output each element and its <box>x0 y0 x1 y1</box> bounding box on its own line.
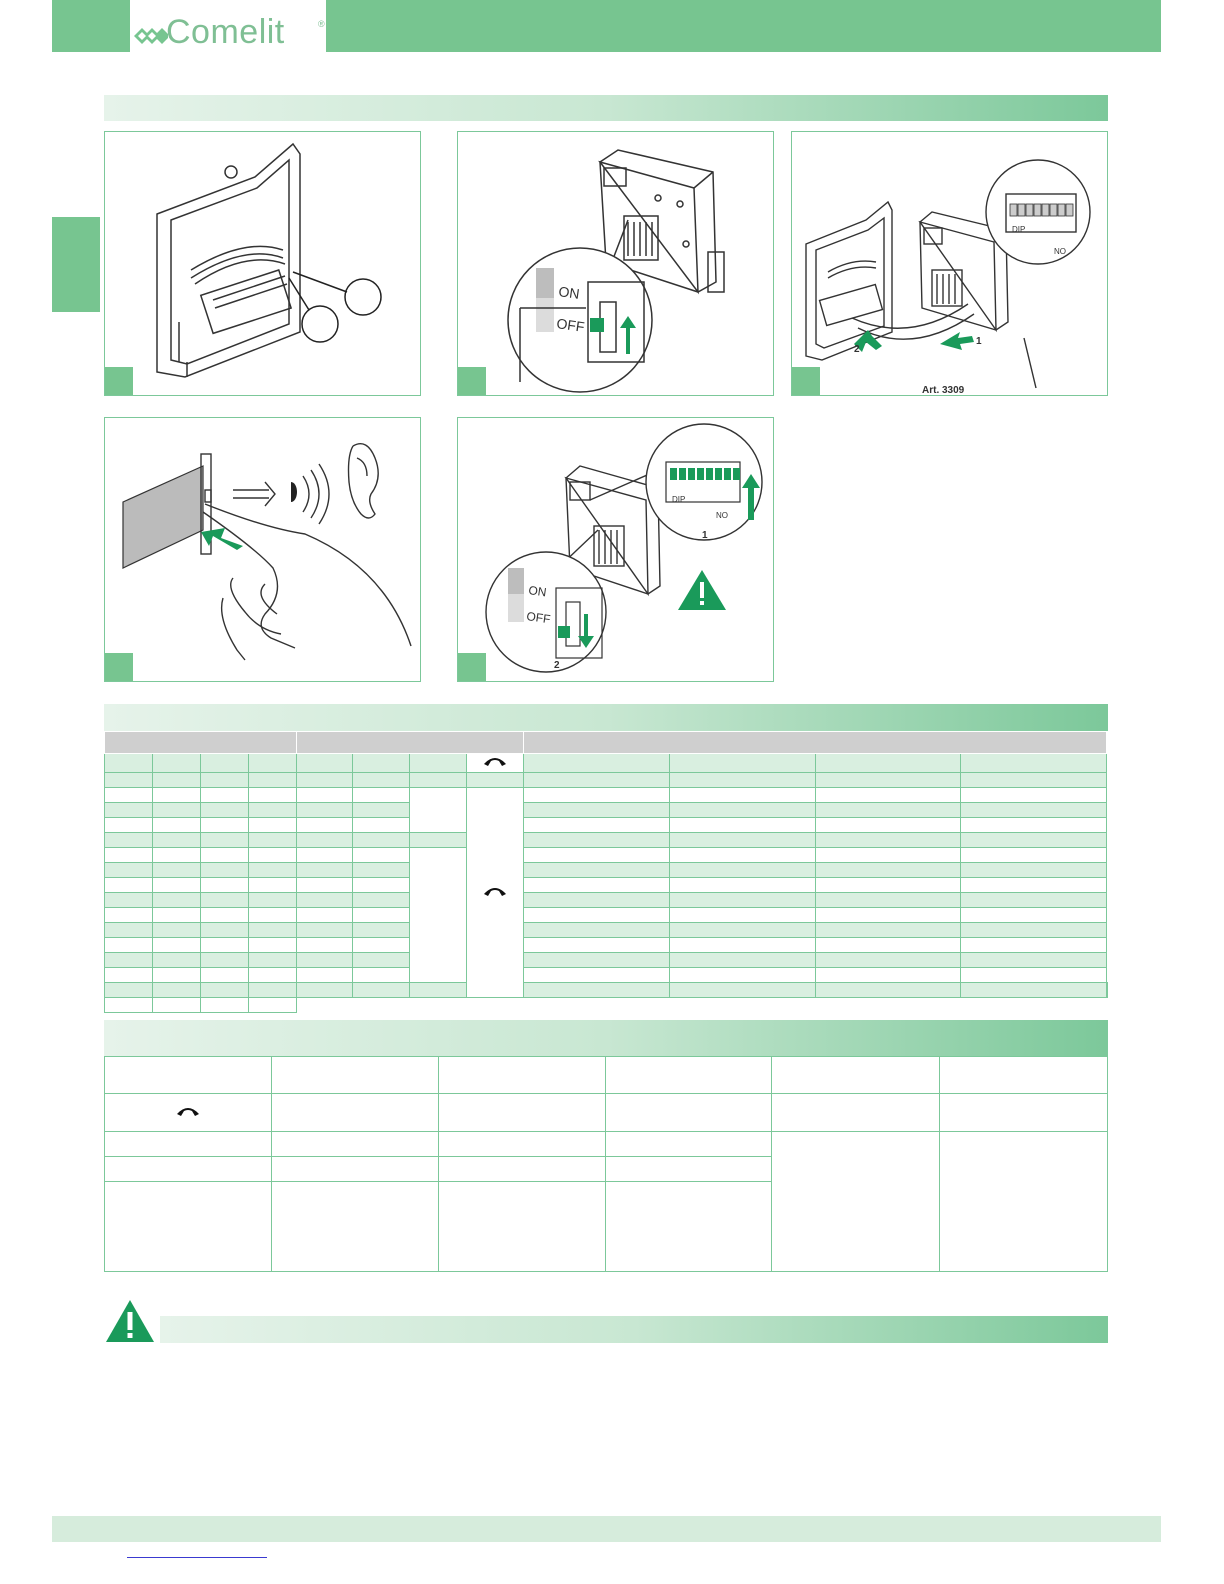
figure-panel-5 <box>457 417 774 682</box>
section-heading-band-1 <box>104 95 1108 121</box>
figure-number-badge-5 <box>458 653 486 681</box>
table-row <box>105 788 1108 803</box>
table-row <box>105 848 1108 863</box>
table-header-row <box>105 732 1108 754</box>
table-row <box>105 938 1108 953</box>
header-cell-group-2 <box>296 732 524 754</box>
table-row <box>105 833 1108 848</box>
figure-panel-2 <box>457 131 774 396</box>
figure-number-badge-2 <box>458 367 486 395</box>
dip-label-fig3: DIP <box>1012 225 1026 234</box>
module-switch-illustration <box>458 132 774 396</box>
handset-cell <box>105 1094 272 1132</box>
table-row <box>105 803 1108 818</box>
footer-bar <box>52 1516 1161 1542</box>
footer-link-underline[interactable] <box>127 1557 267 1558</box>
side-section-tab <box>52 217 100 312</box>
press-button-listen-illustration <box>105 418 421 682</box>
figure-panel-3 <box>791 131 1108 396</box>
callout-2-fig5: 2 <box>554 660 560 671</box>
callout-2-fig3: 2 <box>854 344 860 355</box>
figure-panel-1 <box>104 131 421 396</box>
handset-icon <box>482 755 508 767</box>
table-row <box>105 968 1108 983</box>
ribbon-cable-connection-illustration <box>792 132 1108 396</box>
table-row <box>105 923 1108 938</box>
warning-triangle-icon <box>104 1298 156 1344</box>
mounting-bracket-illustration <box>105 132 421 396</box>
table-row <box>105 998 1108 1013</box>
table-row <box>105 953 1108 968</box>
switch-on-label-fig5: ON <box>527 583 548 600</box>
section-heading-band-2 <box>104 704 1108 731</box>
handset-cell <box>467 754 524 773</box>
switch-on-label: ON <box>557 283 581 302</box>
table-row <box>105 754 1108 773</box>
dip-label-fig5: DIP <box>672 495 686 504</box>
section-heading-band-3 <box>104 1020 1108 1056</box>
callout-1-fig5: 1 <box>702 530 708 541</box>
handset-icon <box>482 885 508 897</box>
dip-switch-setting-illustration <box>458 418 774 682</box>
table-row <box>105 863 1108 878</box>
figure-panel-4 <box>104 417 421 682</box>
brand-wordmark: Comelit <box>166 13 285 51</box>
table-row <box>105 1132 1108 1157</box>
warning-heading-band <box>160 1316 1108 1343</box>
header-cell-group-3 <box>524 732 1107 754</box>
handset-icon <box>175 1105 201 1117</box>
no-label-fig5: NO <box>716 511 728 520</box>
configuration-table <box>104 731 1108 1013</box>
figure-number-badge-3 <box>792 367 820 395</box>
header-cell-group-1 <box>105 732 297 754</box>
callout-1-fig3: 1 <box>976 336 982 347</box>
table-row <box>105 773 1108 788</box>
registered-mark: ® <box>318 19 325 29</box>
figure-number-badge-4 <box>105 653 133 681</box>
table-row <box>105 818 1108 833</box>
table-row <box>105 878 1108 893</box>
no-label-fig3: NO <box>1054 247 1066 256</box>
figure-number-badge-1 <box>105 367 133 395</box>
table-row <box>105 893 1108 908</box>
table-row <box>105 1057 1108 1094</box>
table-row <box>105 983 1108 998</box>
table-row <box>105 908 1108 923</box>
table-row <box>105 1094 1108 1132</box>
switch-off-label-fig5: OFF <box>525 609 552 627</box>
legend-table <box>104 1056 1108 1272</box>
article-label: Art. 3309 <box>922 385 965 396</box>
switch-off-label: OFF <box>555 315 586 335</box>
